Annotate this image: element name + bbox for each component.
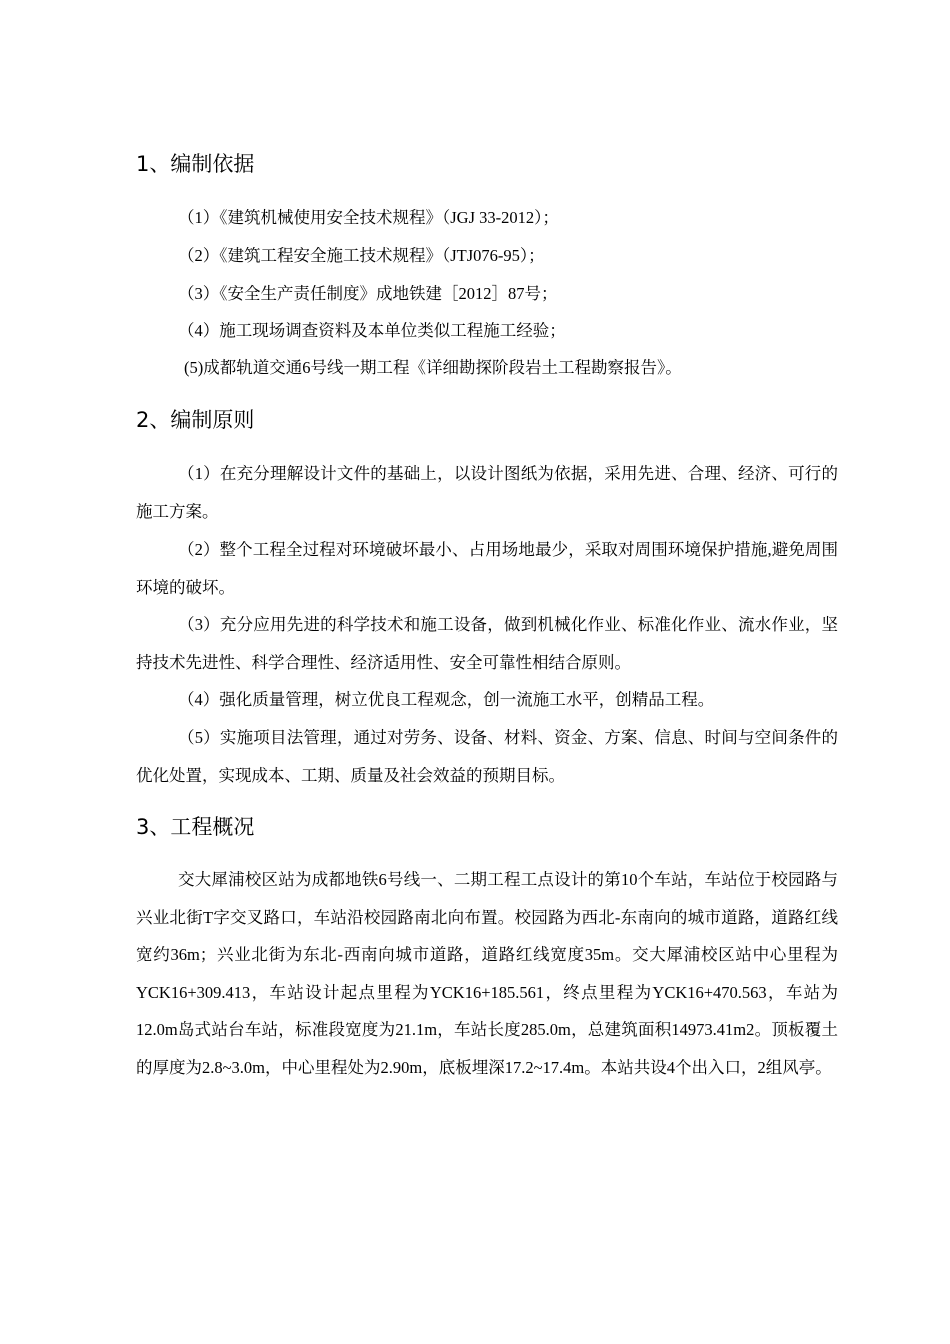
principle-paragraph-1: （1）在充分理解设计文件的基础上，以设计图纸为依据，采用先进、合理、经济、可行的施工方案。 xyxy=(136,464,838,521)
section-heading-overview: 3、工程概况 xyxy=(136,815,255,839)
principle-paragraph-5: （5）实施项目法管理，通过对劳务、设备、材料、资金、方案、信息、时间与空间条件的优化处置，实现成本、工期、质量及社会效益的预期目标。 xyxy=(136,728,838,785)
principle-paragraph-3: （3）充分应用先进的科学技术和施工设备，做到机械化作业、标准化作业、流水作业，坚持技术先进性、科学合理性、经济适用性、安全可靠性相结合原则。 xyxy=(136,615,838,672)
overview-paragraph: 交大犀浦校区站为成都地铁6号线一、二期工程工点设计的第10个车站，车站位于校园路与兴业北街T字交叉路口，车站沿校园路南北向布置。校园路为西北-东南向的城市道路，道路红线宽约36m；兴业北街为东北-西南向城市道路，道路红线宽度35m。交大犀浦校区站中心里程为YCK16+309.413，车站设计起点里程为YCK16+185.561，终点里程为YCK16+470.563，车站为12.0m岛式站台车站，标准段宽度为21.1m，车站长度285.0m，总建筑面积14973.41m2。顶板覆土的厚度为2.8~3.0m，中心里程处为2.90m，底板埋深17.2~17.4m。本站共设4个出入口，2组风亭。 xyxy=(136,870,838,1077)
section-heading-basis: 1、编制依据 xyxy=(136,152,255,176)
reference-item-5: (5)成都轨道交通6号线一期工程《详细勘探阶段岩土工程勘察报告》。 xyxy=(184,358,682,377)
reference-item-4: （4）施工现场调查资料及本单位类似工程施工经验； xyxy=(178,321,566,340)
principle-paragraph-2: （2）整个工程全过程对环境破坏最小、占用场地最少，采取对周围环境保护措施,避免周围环境的破坏。 xyxy=(136,540,838,597)
reference-item-2: （2）《建筑工程安全施工技术规程》（JTJ076-95）； xyxy=(178,246,545,265)
reference-item-3: （3）《安全生产责任制度》成地铁建［2012］87号； xyxy=(178,284,558,303)
reference-item-1: （1）《建筑机械使用安全技术规程》（JGJ 33-2012）； xyxy=(178,208,559,227)
section-heading-principles: 2、编制原则 xyxy=(136,408,255,432)
principle-paragraph-4: （4）强化质量管理，树立优良工程观念，创一流施工水平，创精品工程。 xyxy=(178,690,715,709)
